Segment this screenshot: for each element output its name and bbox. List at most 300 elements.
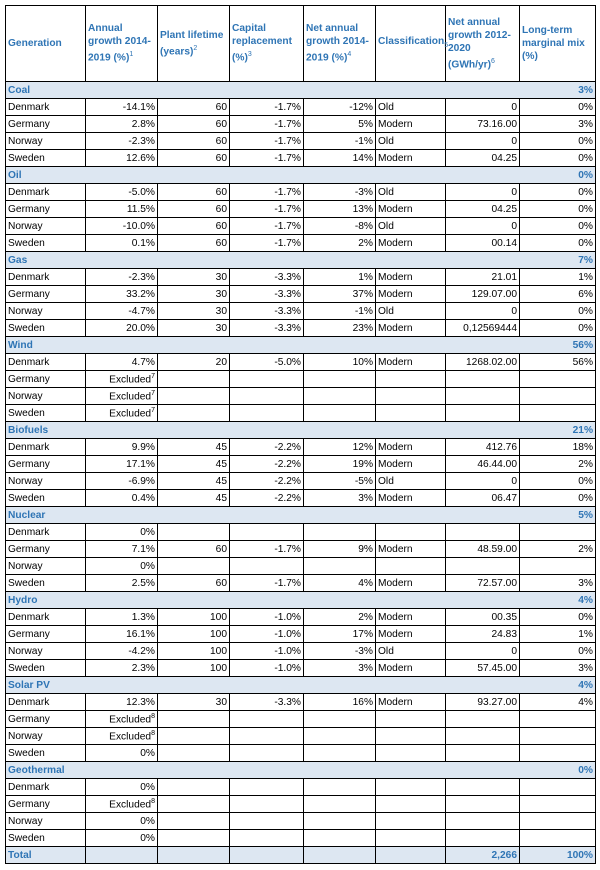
annual-growth-cell-value: -2.3% — [128, 135, 155, 147]
capital-replacement-cell-value: -1.7% — [274, 237, 301, 249]
marginal-mix-cell — [520, 813, 596, 830]
generation-mix-table — [5, 5, 596, 864]
table-row — [6, 694, 596, 711]
table-row — [6, 303, 596, 320]
plant-lifetime-cell — [158, 524, 230, 541]
group-mix-total: 7% — [520, 252, 596, 269]
net-gwh-cell — [446, 184, 520, 201]
capital-replacement-cell — [230, 779, 304, 796]
table-row — [6, 439, 596, 456]
capital-replacement-cell — [230, 218, 304, 235]
annual-growth-cell — [86, 728, 158, 745]
group-row — [6, 422, 596, 439]
marginal-mix-cell — [520, 609, 596, 626]
plant-lifetime-cell-value: 100 — [210, 628, 227, 640]
table-row — [6, 99, 596, 116]
net-gwh-cell — [446, 609, 520, 626]
table-row — [6, 813, 596, 830]
capital-replacement-cell — [230, 694, 304, 711]
annual-growth-cell-value: 0.4% — [131, 492, 155, 504]
net-gwh-cell-value: 0 — [511, 475, 517, 487]
group-row — [6, 592, 596, 609]
net-gwh-cell — [446, 388, 520, 405]
classification-cell — [376, 609, 446, 626]
capital-replacement-cell-value: -5.0% — [274, 356, 301, 368]
group-mix-total: 0% — [520, 762, 596, 779]
marginal-mix-cell-value: 3% — [578, 577, 593, 589]
plant-lifetime-cell — [158, 388, 230, 405]
group-mix-total: 5% — [520, 507, 596, 524]
plant-lifetime-cell-value: 30 — [215, 696, 227, 708]
country-cell: Sweden — [6, 745, 86, 762]
net-growth-cell — [304, 269, 376, 286]
group-row — [6, 337, 596, 354]
net-growth-cell — [304, 575, 376, 592]
table-row — [6, 660, 596, 677]
net-growth-cell-value: 2% — [358, 237, 373, 249]
classification-cell — [376, 558, 446, 575]
country-cell: Sweden — [6, 830, 86, 847]
total-empty-cell — [86, 847, 158, 864]
country-cell: Norway — [6, 558, 86, 575]
net-gwh-cell — [446, 694, 520, 711]
capital-replacement-cell — [230, 116, 304, 133]
country-cell: Sweden — [6, 320, 86, 337]
marginal-mix-cell — [520, 728, 596, 745]
net-gwh-cell-value: 00.14 — [491, 237, 517, 249]
group-spacer — [86, 762, 520, 779]
group-spacer — [86, 252, 520, 269]
annual-growth-cell — [86, 830, 158, 847]
plant-lifetime-cell-value: 45 — [215, 475, 227, 487]
annual-growth-cell-value: Excluded — [109, 391, 152, 403]
net-gwh-cell-value: 129.07.00 — [471, 288, 517, 300]
net-gwh-cell — [446, 813, 520, 830]
classification-cell — [376, 490, 446, 507]
plant-lifetime-cell — [158, 184, 230, 201]
classification-cell — [376, 796, 446, 813]
group-name: Geothermal — [6, 762, 86, 779]
country-cell: Denmark — [6, 269, 86, 286]
country-cell: Norway — [6, 218, 86, 235]
marginal-mix-cell — [520, 201, 596, 218]
plant-lifetime-cell — [158, 354, 230, 371]
plant-lifetime-cell-value: 60 — [215, 203, 227, 215]
marginal-mix-cell-value: 2% — [578, 458, 593, 470]
net-growth-cell — [304, 779, 376, 796]
net-growth-cell-value: -1% — [354, 135, 373, 147]
classification-cell-value: Modern — [378, 543, 413, 555]
classification-cell — [376, 728, 446, 745]
classification-cell — [376, 354, 446, 371]
classification-cell-value: Modern — [378, 152, 413, 164]
classification-cell-value: Modern — [378, 441, 413, 453]
net-growth-cell-value: 3% — [358, 492, 373, 504]
classification-cell-value: Modern — [378, 271, 413, 283]
classification-cell — [376, 133, 446, 150]
plant-lifetime-cell-value: 100 — [210, 611, 227, 623]
classification-cell-value: Modern — [378, 611, 413, 623]
footnote-marker: 8 — [151, 797, 155, 805]
classification-cell — [376, 116, 446, 133]
net-growth-cell-value: 5% — [358, 118, 373, 130]
capital-replacement-cell — [230, 796, 304, 813]
net-gwh-cell — [446, 235, 520, 252]
classification-cell — [376, 405, 446, 422]
plant-lifetime-cell-value: 60 — [215, 186, 227, 198]
marginal-mix-cell-value: 0% — [578, 322, 593, 334]
annual-growth-cell — [86, 813, 158, 830]
marginal-mix-cell — [520, 286, 596, 303]
group-row — [6, 82, 596, 99]
marginal-mix-cell — [520, 575, 596, 592]
plant-lifetime-cell — [158, 813, 230, 830]
net-gwh-cell — [446, 320, 520, 337]
group-spacer — [86, 337, 520, 354]
net-growth-cell — [304, 354, 376, 371]
annual-growth-cell — [86, 745, 158, 762]
total-empty-cell — [158, 847, 230, 864]
country-cell: Norway — [6, 473, 86, 490]
marginal-mix-cell-value: 0% — [578, 220, 593, 232]
capital-replacement-cell — [230, 456, 304, 473]
plant-lifetime-cell-value: 30 — [215, 305, 227, 317]
annual-growth-cell — [86, 643, 158, 660]
net-gwh-cell — [446, 660, 520, 677]
marginal-mix-cell — [520, 558, 596, 575]
plant-lifetime-cell-value: 60 — [215, 577, 227, 589]
table-row — [6, 830, 596, 847]
annual-growth-cell — [86, 558, 158, 575]
marginal-mix-cell — [520, 694, 596, 711]
capital-replacement-cell-value: -1.0% — [274, 628, 301, 640]
plant-lifetime-cell-value: 45 — [215, 458, 227, 470]
group-mix-total: 4% — [520, 592, 596, 609]
table-row — [6, 354, 596, 371]
net-growth-cell-value: 12% — [352, 441, 373, 453]
marginal-mix-cell — [520, 439, 596, 456]
net-growth-cell — [304, 456, 376, 473]
marginal-mix-cell — [520, 473, 596, 490]
marginal-mix-cell-value: 0% — [578, 203, 593, 215]
classification-cell — [376, 660, 446, 677]
net-gwh-cell — [446, 524, 520, 541]
marginal-mix-cell-value: 1% — [578, 271, 593, 283]
annual-growth-cell-value: -10.0% — [122, 220, 155, 232]
net-growth-cell-value: -1% — [354, 305, 373, 317]
country-cell: Germany — [6, 796, 86, 813]
header-row — [6, 6, 596, 82]
capital-replacement-cell — [230, 711, 304, 728]
net-growth-cell — [304, 99, 376, 116]
annual-growth-cell — [86, 575, 158, 592]
marginal-mix-cell-value: 0% — [578, 186, 593, 198]
annual-growth-cell — [86, 184, 158, 201]
table-row — [6, 116, 596, 133]
capital-replacement-cell — [230, 490, 304, 507]
capital-replacement-cell — [230, 575, 304, 592]
country-cell: Germany — [6, 201, 86, 218]
classification-cell — [376, 303, 446, 320]
table-row — [6, 405, 596, 422]
capital-replacement-cell-value: -1.7% — [274, 577, 301, 589]
marginal-mix-cell — [520, 150, 596, 167]
net-gwh-cell-value: 0 — [511, 220, 517, 232]
net-growth-cell-value: 17% — [352, 628, 373, 640]
header-marginal-mix: Long-term marginal mix (%) — [520, 6, 596, 82]
country-cell: Germany — [6, 711, 86, 728]
net-gwh-cell — [446, 371, 520, 388]
annual-growth-cell-value: Excluded — [109, 714, 152, 726]
marginal-mix-cell — [520, 269, 596, 286]
marginal-mix-cell-value: 4% — [578, 696, 593, 708]
plant-lifetime-cell — [158, 201, 230, 218]
classification-cell-value: Modern — [378, 322, 413, 334]
classification-cell — [376, 524, 446, 541]
classification-cell-value: Modern — [378, 628, 413, 640]
plant-lifetime-cell-value: 30 — [215, 288, 227, 300]
net-growth-cell-value: 13% — [352, 203, 373, 215]
annual-growth-cell-value: 11.5% — [126, 203, 155, 215]
net-gwh-cell-value: 24.83 — [491, 628, 517, 640]
net-gwh-cell — [446, 456, 520, 473]
table-row — [6, 201, 596, 218]
net-gwh-cell-value: 46.44.00 — [477, 458, 517, 470]
marginal-mix-cell — [520, 99, 596, 116]
annual-growth-cell-value: 0.1% — [131, 237, 155, 249]
annual-growth-cell-value: 12.3% — [126, 696, 155, 708]
net-growth-cell — [304, 796, 376, 813]
capital-replacement-cell — [230, 320, 304, 337]
group-mix-total: 0% — [520, 167, 596, 184]
group-row — [6, 252, 596, 269]
capital-replacement-cell — [230, 473, 304, 490]
net-growth-cell — [304, 150, 376, 167]
capital-replacement-cell — [230, 660, 304, 677]
classification-cell — [376, 456, 446, 473]
marginal-mix-cell — [520, 388, 596, 405]
plant-lifetime-cell-value: 30 — [215, 271, 227, 283]
net-gwh-cell — [446, 541, 520, 558]
capital-replacement-cell — [230, 269, 304, 286]
table-row — [6, 490, 596, 507]
net-gwh-cell — [446, 354, 520, 371]
plant-lifetime-cell — [158, 371, 230, 388]
country-cell: Denmark — [6, 439, 86, 456]
annual-growth-cell-value: 16.1% — [126, 628, 155, 640]
annual-growth-cell — [86, 541, 158, 558]
group-mix-total: 56% — [520, 337, 596, 354]
net-growth-cell — [304, 626, 376, 643]
classification-cell-value: Old — [378, 305, 394, 317]
table-row — [6, 473, 596, 490]
country-cell: Sweden — [6, 150, 86, 167]
marginal-mix-cell-value: 0% — [578, 152, 593, 164]
classification-cell-value: Old — [378, 135, 394, 147]
marginal-mix-cell-value: 0% — [578, 492, 593, 504]
net-growth-cell-value: 9% — [358, 543, 373, 555]
classification-cell-value: Modern — [378, 237, 413, 249]
plant-lifetime-cell — [158, 116, 230, 133]
table-row — [6, 371, 596, 388]
annual-growth-cell — [86, 235, 158, 252]
net-gwh-cell — [446, 626, 520, 643]
annual-growth-cell — [86, 711, 158, 728]
net-gwh-cell — [446, 439, 520, 456]
table-row — [6, 609, 596, 626]
capital-replacement-cell-value: -1.7% — [274, 152, 301, 164]
table-row — [6, 643, 596, 660]
net-growth-cell — [304, 388, 376, 405]
net-gwh-cell — [446, 303, 520, 320]
net-gwh-cell — [446, 779, 520, 796]
marginal-mix-cell — [520, 779, 596, 796]
capital-replacement-cell-value: -3.3% — [274, 271, 301, 283]
annual-growth-cell-value: 33.2% — [126, 288, 155, 300]
plant-lifetime-cell — [158, 99, 230, 116]
marginal-mix-cell — [520, 218, 596, 235]
net-growth-cell — [304, 813, 376, 830]
footnote-marker: 7 — [151, 389, 155, 397]
plant-lifetime-cell-value: 60 — [215, 543, 227, 555]
group-mix-total: 3% — [520, 82, 596, 99]
country-cell: Germany — [6, 456, 86, 473]
capital-replacement-cell — [230, 745, 304, 762]
capital-replacement-cell — [230, 830, 304, 847]
annual-growth-cell-value: -5.0% — [128, 186, 155, 198]
annual-growth-cell — [86, 99, 158, 116]
capital-replacement-cell — [230, 405, 304, 422]
plant-lifetime-cell-value: 45 — [215, 441, 227, 453]
header-annual-growth: Annual growth 2014-2019 (%)$^1$ — [86, 6, 158, 82]
marginal-mix-cell — [520, 371, 596, 388]
classification-cell — [376, 99, 446, 116]
capital-replacement-cell-value: -1.7% — [274, 101, 301, 113]
group-spacer — [86, 82, 520, 99]
classification-cell — [376, 201, 446, 218]
country-cell: Sweden — [6, 235, 86, 252]
annual-growth-cell-value: 0% — [140, 832, 155, 844]
net-gwh-cell-value: 04.25 — [491, 152, 517, 164]
net-gwh-cell — [446, 490, 520, 507]
plant-lifetime-cell — [158, 541, 230, 558]
net-growth-cell-value: 10% — [352, 356, 373, 368]
country-cell: Denmark — [6, 779, 86, 796]
group-name: Nuclear — [6, 507, 86, 524]
classification-cell — [376, 218, 446, 235]
marginal-mix-cell — [520, 184, 596, 201]
capital-replacement-cell-value: -1.0% — [274, 645, 301, 657]
marginal-mix-cell-value: 0% — [578, 305, 593, 317]
net-growth-cell — [304, 830, 376, 847]
plant-lifetime-cell — [158, 728, 230, 745]
plant-lifetime-cell — [158, 575, 230, 592]
capital-replacement-cell — [230, 728, 304, 745]
table-row — [6, 320, 596, 337]
net-growth-cell-value: 23% — [352, 322, 373, 334]
net-growth-cell — [304, 541, 376, 558]
total-gwh: 2,266 — [446, 847, 520, 864]
capital-replacement-cell — [230, 813, 304, 830]
classification-cell — [376, 541, 446, 558]
annual-growth-cell — [86, 269, 158, 286]
plant-lifetime-cell-value: 45 — [215, 492, 227, 504]
classification-cell — [376, 150, 446, 167]
classification-cell-value: Old — [378, 475, 394, 487]
classification-cell-value: Modern — [378, 577, 413, 589]
annual-growth-cell-value: -2.3% — [128, 271, 155, 283]
capital-replacement-cell-value: -1.7% — [274, 543, 301, 555]
annual-growth-cell — [86, 609, 158, 626]
net-growth-cell — [304, 218, 376, 235]
country-cell: Sweden — [6, 405, 86, 422]
group-name: Biofuels — [6, 422, 86, 439]
marginal-mix-cell — [520, 456, 596, 473]
capital-replacement-cell — [230, 541, 304, 558]
net-growth-cell — [304, 745, 376, 762]
annual-growth-cell — [86, 626, 158, 643]
classification-cell — [376, 830, 446, 847]
annual-growth-cell — [86, 779, 158, 796]
marginal-mix-cell — [520, 116, 596, 133]
plant-lifetime-cell — [158, 218, 230, 235]
plant-lifetime-cell — [158, 830, 230, 847]
header-generation: Generation — [6, 6, 86, 82]
net-gwh-cell — [446, 473, 520, 490]
classification-cell — [376, 694, 446, 711]
group-row — [6, 507, 596, 524]
annual-growth-cell-value: Excluded — [109, 408, 152, 420]
net-gwh-cell — [446, 133, 520, 150]
net-growth-cell-value: -8% — [354, 220, 373, 232]
country-cell: Norway — [6, 643, 86, 660]
net-growth-cell — [304, 116, 376, 133]
annual-growth-cell-value: 0% — [140, 747, 155, 759]
annual-growth-cell — [86, 201, 158, 218]
marginal-mix-cell — [520, 354, 596, 371]
net-growth-cell-value: 3% — [358, 662, 373, 674]
classification-cell-value: Old — [378, 220, 394, 232]
group-spacer — [86, 422, 520, 439]
annual-growth-cell-value: Excluded — [109, 374, 152, 386]
plant-lifetime-cell — [158, 320, 230, 337]
plant-lifetime-cell — [158, 235, 230, 252]
annual-growth-cell-value: 2.3% — [131, 662, 155, 674]
classification-cell-value: Modern — [378, 203, 413, 215]
classification-cell — [376, 269, 446, 286]
footnote-marker: 8 — [151, 712, 155, 720]
country-cell: Norway — [6, 388, 86, 405]
country-cell: Germany — [6, 286, 86, 303]
country-cell: Sweden — [6, 490, 86, 507]
marginal-mix-cell — [520, 643, 596, 660]
capital-replacement-cell-value: -3.3% — [274, 288, 301, 300]
net-gwh-cell-value: 72.57.00 — [477, 577, 517, 589]
classification-cell — [376, 626, 446, 643]
net-gwh-cell-value: 93.27.00 — [477, 696, 517, 708]
net-growth-cell — [304, 303, 376, 320]
marginal-mix-cell-value: 0% — [578, 645, 593, 657]
group-name: Gas — [6, 252, 86, 269]
plant-lifetime-cell — [158, 694, 230, 711]
country-cell: Germany — [6, 541, 86, 558]
capital-replacement-cell-value: -2.2% — [274, 475, 301, 487]
country-cell: Norway — [6, 133, 86, 150]
net-gwh-cell-value: 21.01 — [491, 271, 517, 283]
net-growth-cell-value: 19% — [352, 458, 373, 470]
net-growth-cell — [304, 320, 376, 337]
net-gwh-cell — [446, 269, 520, 286]
